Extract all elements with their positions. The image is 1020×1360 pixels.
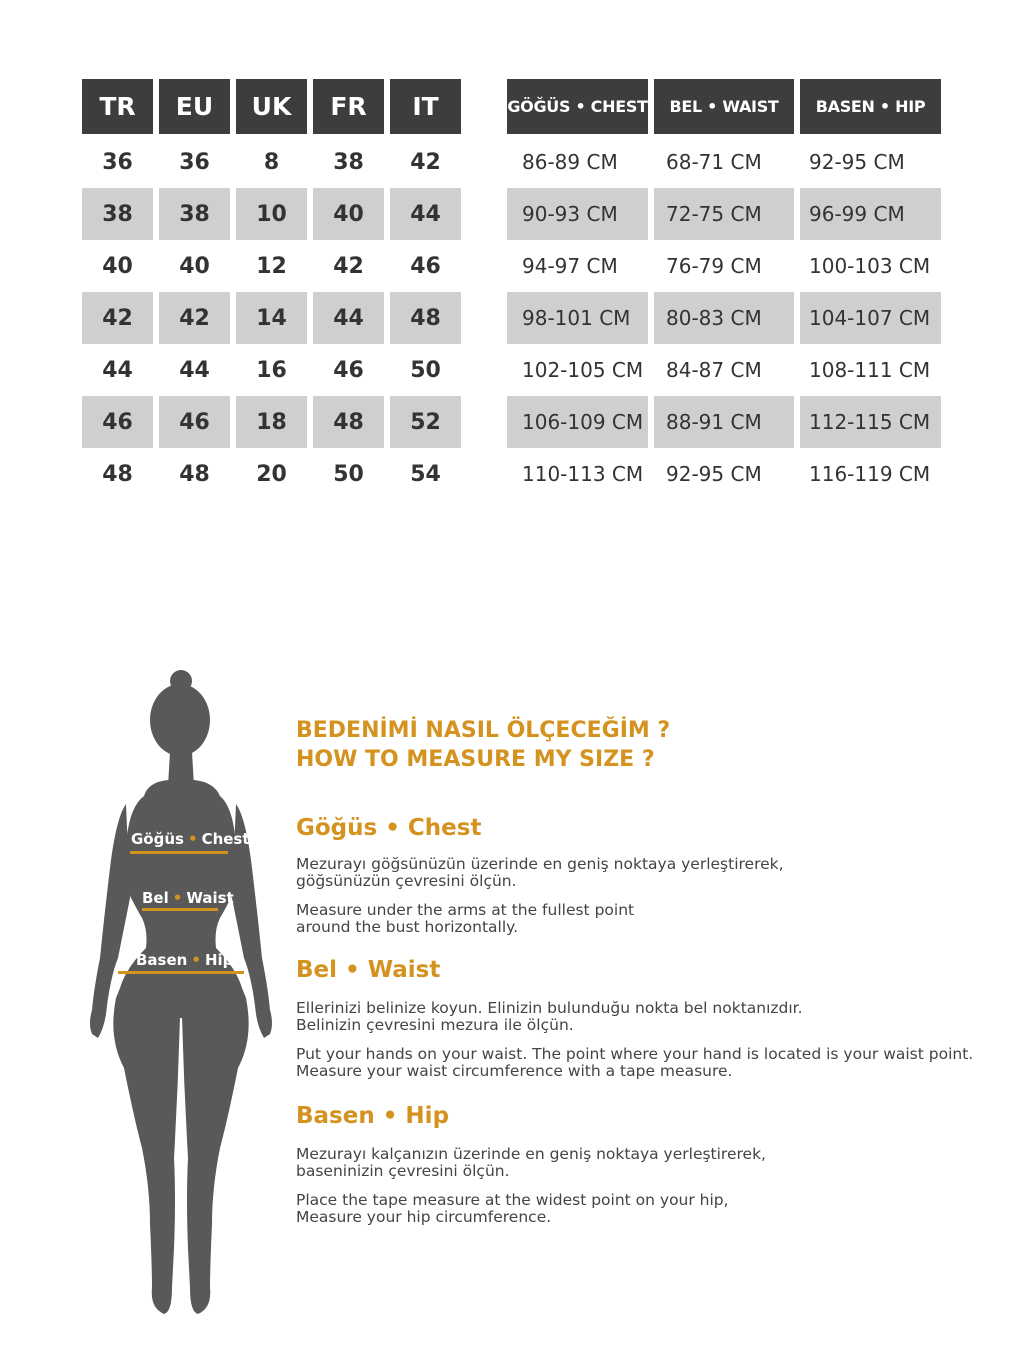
size-cell: 50 <box>410 357 441 383</box>
measure-cell: 116-119 CM <box>809 462 931 486</box>
size-cell: 16 <box>256 357 287 383</box>
size-cell: 40 <box>102 253 133 279</box>
hip-heading: Basen • Hip <box>296 1103 450 1129</box>
woman-silhouette-icon <box>86 668 276 1320</box>
measure-cell: 92-95 CM <box>809 150 905 174</box>
chest-measure-line <box>130 851 228 854</box>
figure-label-chest-tr: Göğüs <box>131 830 184 848</box>
size-cell: 46 <box>333 357 364 383</box>
size-cell: 48 <box>102 461 133 487</box>
size-cell: 42 <box>82 292 153 344</box>
measure-cell: 84-87 CM <box>666 358 762 382</box>
size-cell: 54 <box>410 461 441 487</box>
measure-cell: 100-103 CM <box>809 254 931 278</box>
figure-label-waist-en: Waist <box>186 889 234 907</box>
figure-label-dot: • <box>187 830 198 848</box>
measure-cell: 104-107 CM <box>800 292 941 344</box>
size-cell: 36 <box>179 149 210 175</box>
size-cell: 52 <box>390 396 461 448</box>
size-cell: 10 <box>236 188 307 240</box>
chest-text-tr-1: Mezurayı göğsünüzün üzerinde en geniş noktaya yerleştirerek, <box>296 855 784 873</box>
chest-text-tr-2: göğsünüzün çevresini ölçün. <box>296 872 517 890</box>
chest-text-en-1: Measure under the arms at the fullest point <box>296 901 635 919</box>
size-cell: 48 <box>313 396 384 448</box>
measure-header-hip: BASEN • HIP <box>800 79 941 134</box>
size-cell: 20 <box>256 461 287 487</box>
size-cell: 46 <box>82 396 153 448</box>
size-header-fr: FR <box>313 79 384 134</box>
waist-measure-line <box>142 908 218 911</box>
hip-measure-line <box>118 971 244 974</box>
figure-label-dot: • <box>172 889 183 907</box>
measure-cell: 80-83 CM <box>654 292 794 344</box>
size-cell: 46 <box>410 253 441 279</box>
size-header-eu: EU <box>159 79 230 134</box>
size-cell: 44 <box>102 357 133 383</box>
measure-header-chest: GÖĞÜS • CHEST <box>507 79 648 134</box>
size-cell: 42 <box>410 149 441 175</box>
size-cell: 44 <box>390 188 461 240</box>
hip-text-en-2: Measure your hip circumference. <box>296 1208 552 1226</box>
figure-label-hip <box>136 951 233 969</box>
measure-cell: 110-113 CM <box>522 462 644 486</box>
measure-cell: 90-93 CM <box>507 188 648 240</box>
hip-text-en-1: Place the tape measure at the widest point on your hip, <box>296 1191 729 1209</box>
waist-text-en-1: Put your hands on your waist. The point where your hand is located is your waist point. <box>296 1045 974 1063</box>
size-cell: 44 <box>179 357 210 383</box>
size-cell: 44 <box>313 292 384 344</box>
body-silhouette <box>86 668 276 1320</box>
guide-title-tr: BEDENİMİ NASIL ÖLÇECEĞİM ? <box>296 718 671 743</box>
figure-label-chest-en: Chest <box>201 830 250 848</box>
chest-heading: Göğüs • Chest <box>296 815 482 841</box>
measure-cell: 72-75 CM <box>654 188 794 240</box>
waist-text-tr-2: Belinizin çevresini mezura ile ölçün. <box>296 1016 574 1034</box>
size-cell: 38 <box>159 188 230 240</box>
figure-label-chest <box>131 830 250 848</box>
size-cell: 18 <box>236 396 307 448</box>
waist-text-en-2: Measure your waist circumference with a tape measure. <box>296 1062 733 1080</box>
measure-header-waist: BEL • WAIST <box>654 79 794 134</box>
size-header-uk: UK <box>236 79 307 134</box>
size-cell: 46 <box>159 396 230 448</box>
measure-cell: 98-101 CM <box>507 292 648 344</box>
waist-text-tr-1: Ellerinizi belinize koyun. Elinizin bulunduğu nokta bel noktanızdır. <box>296 999 803 1017</box>
size-cell: 40 <box>179 253 210 279</box>
size-header-it: IT <box>390 79 461 134</box>
size-cell: 8 <box>263 149 280 175</box>
size-cell: 36 <box>102 149 133 175</box>
size-cell: 42 <box>333 253 364 279</box>
measure-cell: 88-91 CM <box>654 396 794 448</box>
hip-text-tr-1: Mezurayı kalçanızın üzerinde en geniş noktaya yerleştirerek, <box>296 1145 766 1163</box>
figure-label-waist-tr: Bel <box>142 889 169 907</box>
size-cell: 14 <box>236 292 307 344</box>
hip-text-tr-2: baseninizin çevresini ölçün. <box>296 1162 510 1180</box>
figure-label-hip-en: Hip <box>204 951 234 969</box>
size-cell: 50 <box>333 461 364 487</box>
measure-cell: 76-79 CM <box>666 254 762 278</box>
measure-cell: 92-95 CM <box>666 462 762 486</box>
size-cell: 40 <box>313 188 384 240</box>
size-cell: 48 <box>179 461 210 487</box>
measure-cell: 68-71 CM <box>666 150 762 174</box>
size-cell: 42 <box>159 292 230 344</box>
measure-cell: 112-115 CM <box>800 396 941 448</box>
measure-cell: 86-89 CM <box>522 150 618 174</box>
size-header-tr: TR <box>82 79 153 134</box>
guide-title-en: HOW TO MEASURE MY SIZE ? <box>296 747 655 772</box>
measure-cell: 108-111 CM <box>809 358 931 382</box>
size-cell: 48 <box>390 292 461 344</box>
measure-cell: 106-109 CM <box>507 396 648 448</box>
size-cell: 38 <box>82 188 153 240</box>
figure-label-hip-tr: Basen <box>136 951 188 969</box>
measure-cell: 96-99 CM <box>800 188 941 240</box>
waist-heading: Bel • Waist <box>296 957 441 983</box>
size-cell: 38 <box>333 149 364 175</box>
size-cell: 12 <box>256 253 287 279</box>
measure-cell: 102-105 CM <box>522 358 644 382</box>
measure-cell: 94-97 CM <box>522 254 618 278</box>
figure-label-dot: • <box>191 951 201 969</box>
figure-label-waist <box>142 889 234 907</box>
chest-text-en-2: around the bust horizontally. <box>296 918 519 936</box>
